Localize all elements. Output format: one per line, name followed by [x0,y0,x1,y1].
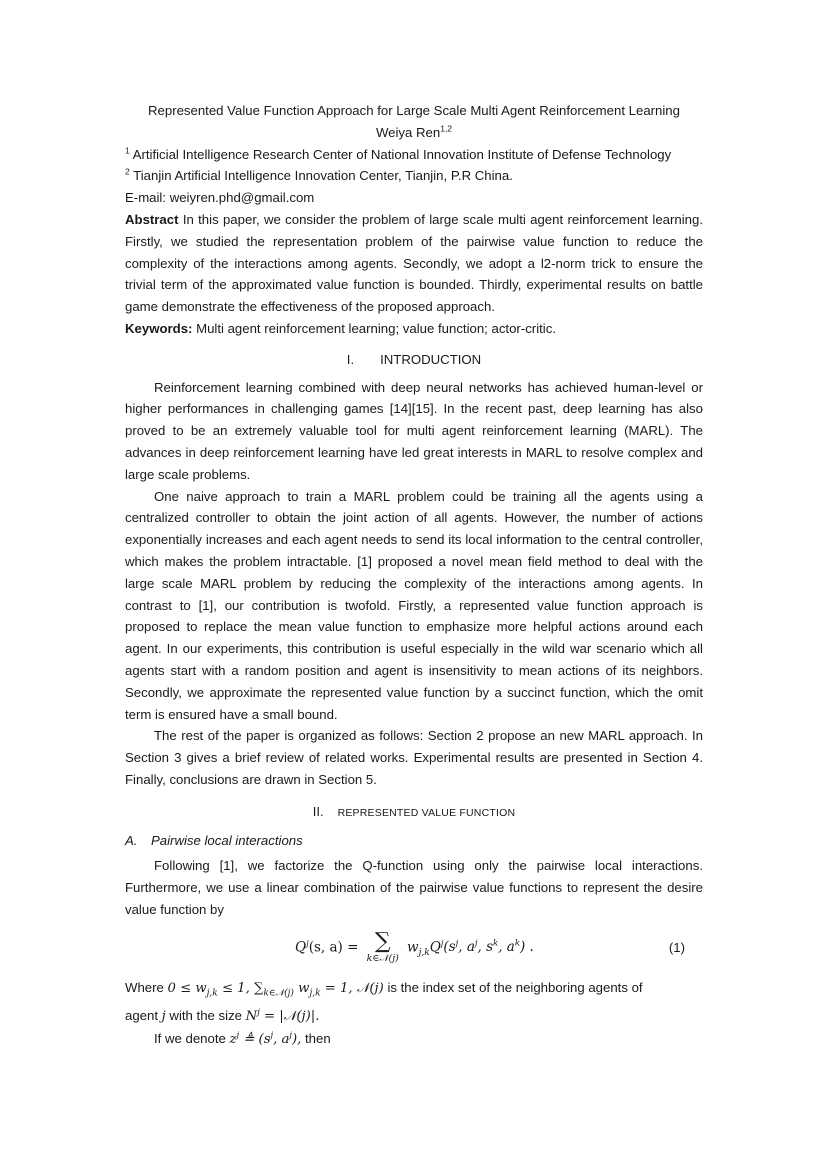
subsection-title: Pairwise local interactions [151,832,303,848]
equation-1-body: $Q^j(s$, a) = ∑ k∈𝒩(j) $w_{j,k}Q^j(s^j$, $a^j$, $s^k$, $a^k$) . [295,928,534,964]
summation-symbol: ∑ k∈𝒩(j) [366,928,399,964]
section-heading-introduction [125,349,703,371]
abstract [125,209,703,318]
keywords [125,318,703,340]
equation-1 [125,925,703,975]
paper-title: Represented Value Function Approach for Large Scale Multi Agent Reinforcement Learning [148,103,680,118]
subsection-heading [125,830,703,852]
intro-paragraph-3: The rest of the paper is organized as follows: Section 2 propose an new MARL approach. In Section 3 gives a brief review of related works. Experimental results are presented in Section 4. Finally, conclusions are drawn in Section 5. [125,728,703,787]
keywords-text: Multi agent reinforcement learning; value function; actor-critic. [192,320,556,336]
intro-paragraph-2: One naive approach to train a MARL problem could be training all the agents using a centralized controller to obtain the joint action of all agents. However, the number of actions exponentially increases and each agent needs to send its local information to the central controller, which makes the problem intractable. [1] proposed a novel mean field method to deal with the large scale MARL problem by reducing the complexity of the interactions among agents. In contrast to [1], our contribution is twofold. Firstly, a represented value function approach is proposed to replace the mean value function to emphasize more helpful actions around each agent. In our experiments, this contribution is useful especially in the wild war scenario which all agents start with a random position and agent is insensitivity to mean actions of its neighbors. Secondly, we approximate the represented value function by a succinct function, which the omit term is ensured have a small bound. [125,488,703,722]
subsection-label: A. [125,832,138,848]
section-number: II. [312,803,324,819]
affiliation-2-text: Tianjin Artificial Intelligence Innovation Center, Tianjin, P.R China. [133,168,513,184]
where-line: Where $0 \le w_{j,k} \le 1$, $\sum_{k\in 𝒩(j)}$ $w_{j,k} = 1$, 𝒩(j) is the index set of the neighboring agents of [125,979,643,999]
author-line [125,122,703,144]
denote-line: If we denote $z^j$ ≜ ($s^j$, $a^j$), then [154,1030,331,1047]
section-title: INTRODUCTION [380,351,482,367]
abstract-label: Abstract [125,211,179,227]
author-name: Weiya Ren [375,124,441,140]
email-line: E-mail: weiyren.phd@gmail.com [125,190,315,206]
affiliation-1-text: Artificial Intelligence Research Center of National Innovation Institute of Defense Technology [132,146,672,162]
affiliation-2-sup: 2 [125,167,130,177]
pairwise-paragraph: Following [1], we factorize the Q-function using only the pairwise local interactions. Furthermore, we use a linear combination of the pairwise value functions to represent the desire value function by [125,858,703,917]
equation-number: (1) [668,939,685,955]
abstract-text: In this paper, we consider the problem of large scale multi agent reinforcement learning. Firstly, we studied the representation problem of the pairwise value function to reduce the complexity of the interactions among agents. Secondly, we adopt a l2-norm trick to ensure the trivial term of the approximated value function is bounded. Thirdly, experimental results on battle game demonstrate the effectiveness of the proposed approach. [125,211,703,315]
author-affil-sup: 1,2 [440,123,453,134]
affiliation-1 [125,144,703,166]
section-number: I. [346,351,355,367]
paper-page [125,100,703,1051]
intro-paragraph-1: Reinforcement learning combined with deep neural networks has achieved human-level or higher performances in challenging games [14][15]. In the recent past, deep learning has also proved to be an extremely valuable tool for multi agent reinforcement learning (MARL). The advances in deep reinforcement learning have led great interests in MARL to resolve complex and large scale problems. [125,379,703,482]
affiliation-1-sup: 1 [125,145,130,156]
section-title: REPRESENTED VALUE FUNCTION [337,806,516,819]
section-heading-represented-value-function [125,801,703,825]
affiliation-2 [125,165,703,187]
keywords-label: Keywords: [125,320,193,336]
agent-size-line: agent j with the size $N^j$ = |𝒩(j)|. [125,1007,320,1025]
